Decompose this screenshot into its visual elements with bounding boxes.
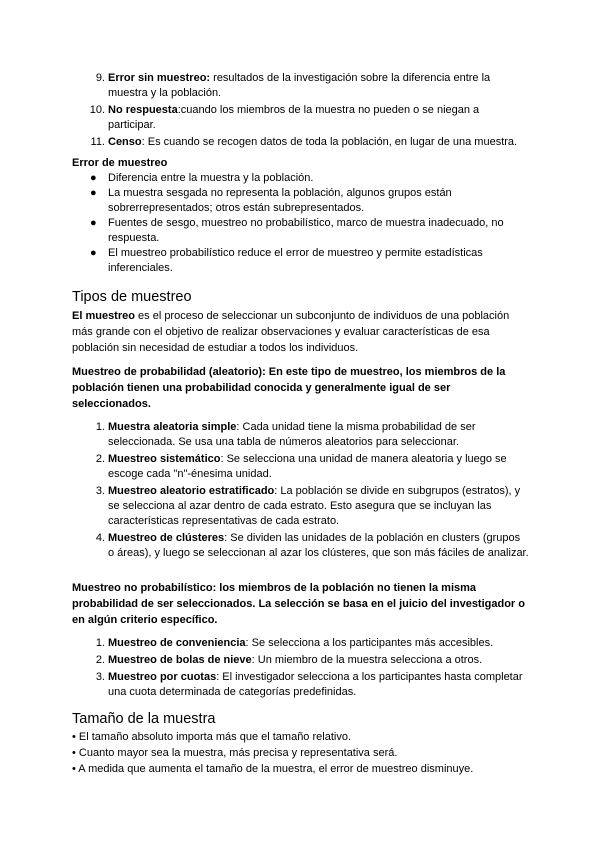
no-probabilistico-list: [89, 636, 529, 700]
list-number: 11.: [90, 136, 105, 148]
bullet-icon: ●: [90, 247, 97, 259]
list-item: 3. Muestreo por cuotas: El investigador selecciona a los participantes hasta completar una cuota determinada de categorías predefinidas.: [95, 671, 523, 698]
term: No respuesta: [108, 104, 178, 116]
term: Error sin muestreo:: [108, 72, 211, 84]
tipos-title: Tipos de muestreo: [72, 289, 192, 305]
list-item: [89, 71, 529, 101]
tipos-intro: El muestreo es el proceso de seleccionar un subconjunto de individuos de una población más grande con el objetivo de realizar observaciones y evaluar características de esa población sin necesidad de estudiar a todos los individuos.: [72, 310, 510, 354]
list-item: • El tamaño absoluto importa más que el tamaño relativo.: [72, 731, 351, 743]
probabilidad-heading: Muestreo de probabilidad (aleatorio): En este tipo de muestreo, los miembros de la población tienen una probabilidad conocida y generalmente igual de ser seleccionados.: [72, 366, 506, 410]
list-item: 1. Muestreo de conveniencia: Se selecciona a los participantes más accesibles.: [95, 637, 494, 649]
list-item: 2. Muestreo de bolas de nieve: Un miembro de la muestra selecciona a otros.: [95, 654, 483, 666]
definition: : Es cuando se recogen datos de toda la población, en lugar de una muestra.: [141, 136, 518, 148]
list-item: 2. Muestreo sistemático: Se selecciona una unidad de manera aleatoria y luego se escoge cada "n"-énesima unidad.: [95, 453, 507, 480]
list-item: [89, 103, 529, 133]
tamano-title: Tamaño de la muestra: [72, 711, 216, 727]
no-probabilistico-heading: Muestreo no probabilístico: los miembros de la población no tienen la misma probabilidad de ser seleccionados. La selección se basa en el juicio del investigador o en algún criterio específico.: [72, 582, 525, 626]
error-muestreo-heading: Error de muestreo: [72, 157, 168, 169]
definition: :cuando los miembros de la muestra no pueden o se niegan a participar.: [108, 104, 480, 131]
list-item: ● Fuentes de sesgo, muestreo no probabilístico, marco de muestra inadecuado, no respuesta.: [90, 217, 504, 244]
tamano-list: [72, 729, 532, 777]
bullet-icon: ●: [90, 217, 97, 229]
list-item: • Cuanto mayor sea la muestra, más precisa y representativa será.: [72, 747, 398, 759]
term: Censo: [108, 136, 142, 148]
list-item: ● Diferencia entre la muestra y la población.: [90, 172, 314, 184]
list-number: 9.: [95, 72, 105, 84]
list-item: 1. Muestra aleatoria simple: Cada unidad tiene la misma probabilidad de ser seleccionada. Se usa una tabla de números aleatorios para seleccionar.: [95, 421, 476, 448]
list-number: 10.: [89, 104, 105, 116]
list-item: ● La muestra sesgada no representa la población, algunos grupos están sobrerrepresentados; otros están subrepresentados.: [90, 187, 452, 214]
error-muestreo-list: [90, 171, 530, 276]
bullet-icon: ●: [90, 187, 97, 199]
bullet-icon: ●: [90, 172, 97, 184]
definitions-list: [89, 71, 529, 150]
list-item: 4. Muestreo de clústeres: Se dividen las unidades de la población en clusters (grupos o áreas), y luego se seleccionan al azar los clústeres, que son más fáciles de analizar.: [95, 532, 529, 559]
list-item: [89, 135, 529, 150]
list-item: ● El muestreo probabilístico reduce el error de muestreo y permite estadísticas inferenciales.: [90, 247, 483, 274]
list-item: 3. Muestreo aleatorio estratificado: La población se divide en subgrupos (estratos), y se selecciona al azar dentro de cada estrato. Esto asegura que se incluyan las características representativas de cada estrato.: [95, 485, 521, 527]
probabilidad-list: [89, 420, 529, 561]
list-item: • A medida que aumenta el tamaño de la muestra, el error de muestreo disminuye.: [72, 763, 474, 775]
definition: resultados de la investigación sobre la diferencia entre la muestra y la población.: [108, 72, 491, 99]
